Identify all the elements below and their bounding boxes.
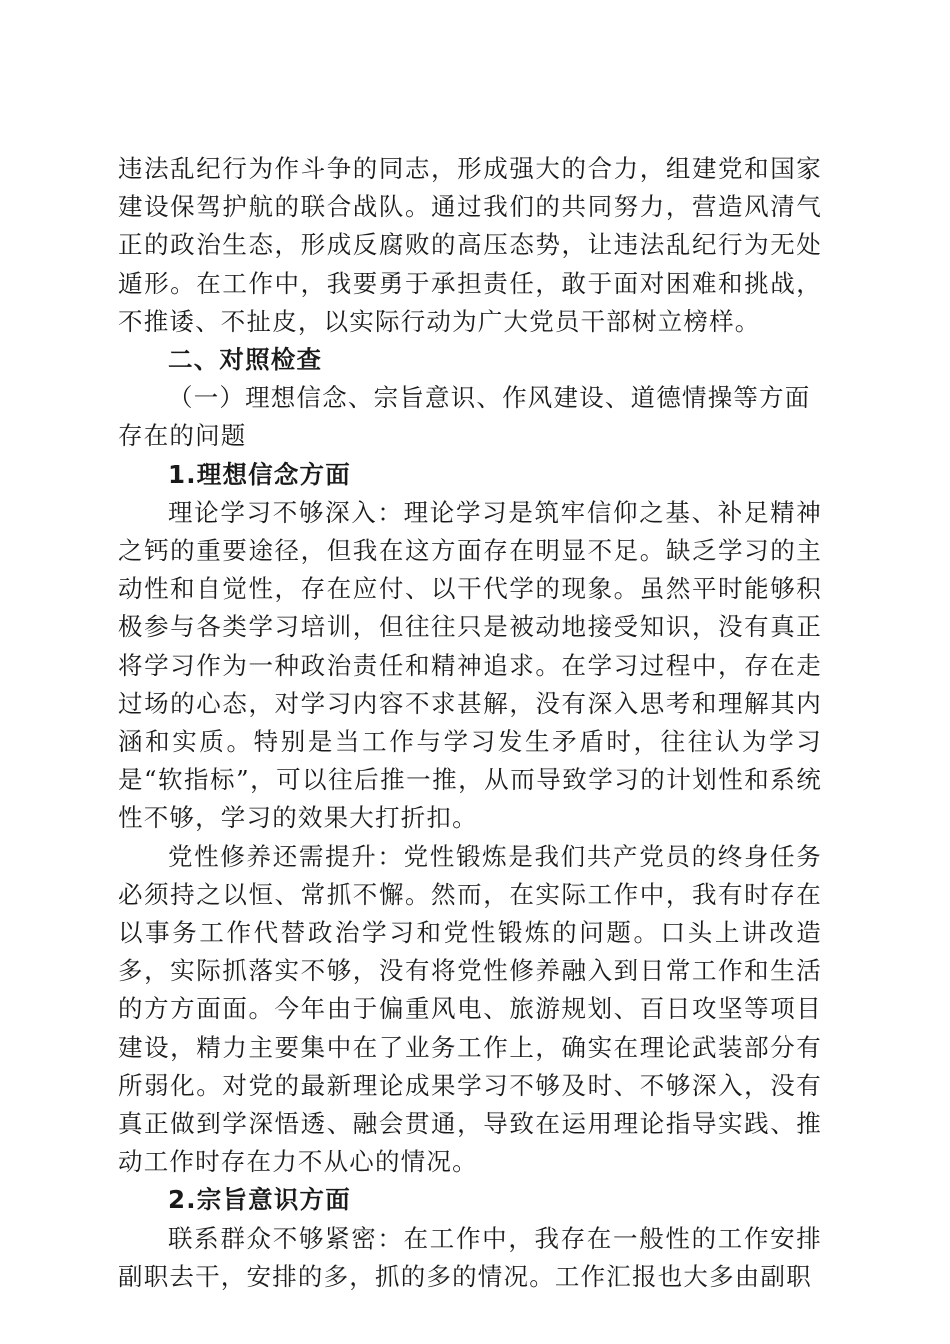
body-paragraph: 党性修养还需提升：党性锻炼是我们共产党员的终身任务必须持之以恒、常抓不懈。然而，在实际工作中，我有时存在以事务工作代替政治学习和党性锻炼的问题。口头上讲改造多，实际抓落实不够，没有将党性修养融入到日常工作和生活的方方面面。今年由于偏重风电、旅游规划、百日攻坚等项目建设，精力主要集中在了业务工作上，确实在理论武装部分有所弱化。对党的最新理论成果学习不够及时、不够深入，没有真正做到学深悟透、融会贯通，导致在运用理论指导实践、推动工作时存在力不从心的情况。 [118,841,822,1177]
section-heading: 二、对照检查 [168,345,323,375]
subsection-title: （一）理想信念、宗旨意识、作风建设、道德情操等方面存在的问题 [118,383,811,451]
body-paragraph: 联系群众不够紧密：在工作中，我存在一般性的工作安排副职去干，安排的多，抓的多的情况。工作汇报也大多由副职 [118,1223,822,1291]
section-subheading: 1.理想信念方面 [168,459,351,489]
body-paragraph: 违法乱纪行为作斗争的同志，形成强大的合力，组建党和国家建设保驾护航的联合战队。通过我们的共同努力，营造风清气正的政治生态，形成反腐败的高压态势，让违法乱纪行为无处遁形。在工作中，我要勇于承担责任，敢于面对困难和挑战，不推诿、不扯皮，以实际行动为广大党员干部树立榜样。 [118,154,822,336]
section-subheading: 2.宗旨意识方面 [168,1185,351,1215]
body-paragraph: 理论学习不够深入：理论学习是筑牢信仰之基、补足精神之钙的重要途径，但我在这方面存在明显不足。缺乏学习的主动性和自觉性，存在应付、以干代学的现象。虽然平时能够积极参与各类学习培训，但往往只是被动地接受知识，没有真正将学习作为一种政治责任和精神追求。在学习过程中，存在走过场的心态，对学习内容不求甚解，没有深入思考和理解其内涵和实质。特别是当工作与学习发生矛盾时，往往认为学习是“软指标”，可以往后推一推，从而导致学习的计划性和系统性不够，学习的效果大打折扣。 [118,497,822,833]
